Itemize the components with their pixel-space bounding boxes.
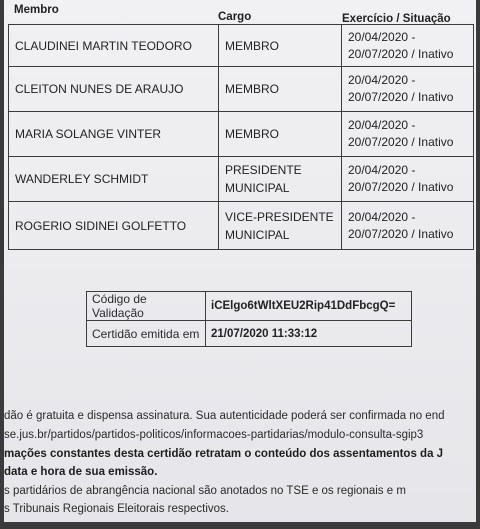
member-situacao: 20/07/2020 / Inativo bbox=[348, 135, 454, 149]
table-row bbox=[9, 67, 474, 112]
member-name: CLAUDINEI MARTIN TEODORO bbox=[9, 25, 219, 67]
footer-line: s Tribunais Regionais Eleitorais respectivos. bbox=[4, 503, 229, 515]
members-table bbox=[8, 24, 474, 250]
member-name: WANDERLEY SCHMIDT bbox=[9, 157, 219, 202]
member-exercicio bbox=[342, 157, 474, 202]
footer-line: dão é gratuita e dispensa assinatura. Sua autenticidade poderá ser confirmada no end bbox=[4, 410, 445, 422]
member-situacao: 20/07/2020 / Inativo bbox=[348, 90, 454, 104]
issued-at-label: Certidão emitida em bbox=[87, 321, 206, 347]
footer-line: mações constantes desta certidão retratam o conteúdo dos assentamentos da J bbox=[4, 448, 444, 460]
validation-code-value: iCElgo6tWltXEU2Rip41DdFbcgQ= bbox=[206, 292, 412, 321]
member-cargo: MEMBRO bbox=[219, 25, 342, 67]
table-row bbox=[9, 112, 474, 157]
table-row bbox=[9, 25, 474, 67]
column-header-cargo: Cargo bbox=[218, 11, 252, 23]
validation-table bbox=[86, 291, 412, 347]
certificate-page bbox=[4, 0, 476, 522]
member-exercicio bbox=[342, 202, 474, 250]
member-cargo: MEMBRO bbox=[219, 67, 342, 112]
member-periodo: 20/04/2020 - bbox=[348, 209, 416, 224]
member-situacao: 20/07/2020 / Inativo bbox=[348, 46, 454, 61]
member-periodo: 20/04/2020 - bbox=[348, 73, 416, 87]
column-header-exercicio: Exercício / Situação bbox=[342, 13, 451, 25]
member-name: CLEITON NUNES DE ARAUJO bbox=[9, 67, 219, 112]
issued-at-value: 21/07/2020 11:33:12 bbox=[206, 321, 412, 347]
member-name: MARIA SOLANGE VINTER bbox=[9, 112, 219, 157]
validation-code-row bbox=[87, 292, 412, 321]
footer-line: s partidários de abrangência nacional são anotados no TSE e os regionais e m bbox=[4, 485, 406, 497]
member-exercicio bbox=[342, 25, 474, 67]
member-situacao: 20/07/2020 / Inativo bbox=[348, 180, 454, 194]
member-cargo: VICE-PRESIDENTE MUNICIPAL bbox=[219, 202, 342, 250]
member-periodo: 20/04/2020 - bbox=[348, 163, 416, 177]
footer-line-url: se.jus.br/partidos/partidos-politicos/informacoes-partidarias/modulo-consulta-sgip3 bbox=[4, 429, 424, 441]
member-exercicio bbox=[342, 67, 474, 112]
table-row bbox=[9, 202, 474, 250]
member-name: ROGERIO SIDINEI GOLFETTO bbox=[9, 202, 219, 250]
issued-at-row bbox=[87, 321, 412, 347]
member-cargo: MEMBRO bbox=[219, 112, 342, 157]
table-row bbox=[9, 157, 474, 202]
member-situacao: 20/07/2020 / Inativo bbox=[348, 226, 454, 241]
member-periodo: 20/04/2020 - bbox=[348, 29, 416, 44]
column-header-membro: Membro bbox=[14, 4, 59, 16]
member-periodo: 20/04/2020 - bbox=[348, 118, 416, 132]
validation-code-label: Código de Validação bbox=[87, 292, 206, 321]
member-exercicio bbox=[342, 112, 474, 157]
member-cargo: PRESIDENTE MUNICIPAL bbox=[219, 157, 342, 202]
footer-line: data e hora de sua emissão. bbox=[4, 466, 158, 478]
